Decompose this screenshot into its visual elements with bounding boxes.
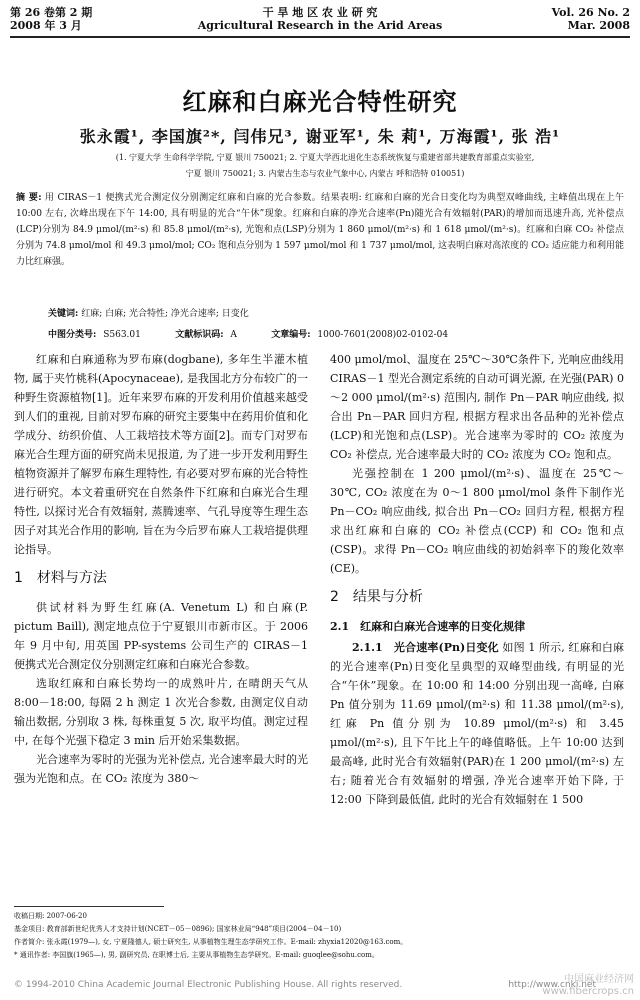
running-header [10, 4, 630, 42]
diurnal-paragraph [330, 638, 624, 809]
clc-value: S563.01 [103, 330, 141, 340]
affiliations [50, 150, 600, 182]
doc-code-label: 文献标识码: [175, 330, 224, 340]
left-column [14, 350, 308, 788]
author-bio: 作者简介: 张永霞(1979—), 女, 宁夏隆德人, 硕士研究生, 从事植物生理生态学研究工作。E-mail: zhyxia12020@163.com。 [14, 938, 408, 946]
author-list: 张永霞¹, 李国旗²*, 闫伟兄³, 谢亚军¹, 朱 莉¹, 万海霞¹, 张 浩¹ [79, 127, 561, 146]
watermark [542, 974, 634, 998]
abstract [16, 190, 624, 270]
volume-issue: 第 26 卷第 2 期 [10, 6, 93, 19]
watermark-url: www.fibercrops.cn [542, 986, 634, 997]
funding: 基金项目: 教育部新世纪优秀人才支持计划(NCET－05－0896); 国家林业局“948”项目(2004－04－10) [14, 925, 342, 933]
section-heading-materials-methods: 1 材料与方法 [14, 570, 107, 586]
affiliation-line: (1. 宁夏大学 生命科学学院, 宁夏 银川 750021; 2. 宁夏大学西北退化生态系统恢复与重建省部共建教育部重点实验室, [115, 153, 535, 162]
keywords-text: 红麻; 白麻; 光合特性; 净光合速率; 日变化 [81, 309, 249, 319]
intro-paragraph: 红麻和白麻通称为罗布麻(dogbane), 多年生半灌木植物, 属于夹竹桃科(Apocynaceae), 是我国北方分布较广的一种野生资源植物[1]。近年来罗布麻的开发利用价值越来越受到人们的重视, 目前对罗布麻的研究主要集中在药用价值和化学成分、纺织价值、人工栽培技术等方面[2]。而专门对罗布麻光合生理方面的研究尚未见报道, 为了进一步开发利用野生植物资源并了解罗布麻生理特性, 有必要对罗布麻的光合特性进行研究。本文着重研究在自然条件下红麻和白麻光合生理特性, 以探讨光合有效辐射, 蒸腾速率、气孔导度等生理生态因子对其光合作用的影响, 旨在为今后罗布麻人工栽培提供理论指导。 [14, 353, 308, 556]
right-column [330, 350, 624, 809]
header-rule [10, 36, 630, 38]
paper-title: 红麻和白麻光合特性研究 [182, 87, 458, 116]
article-number-label: 文章编号: [271, 330, 311, 340]
classification-line [48, 327, 620, 340]
journal-name-en: Agricultural Research in the Arid Areas [197, 19, 443, 32]
journal-name-cn: 干 旱 地 区 农 业 研 究 [262, 6, 378, 19]
subsubsection-label: 2.1.1 光合速率(Pn)日变化 [352, 641, 499, 654]
copyright-text: © 1994-2010 China Academic Journal Electronic Publishing House. All rights reserved. [14, 980, 403, 990]
abstract-label: 摘 要: [16, 193, 42, 203]
doc-code-value: A [230, 330, 237, 340]
article-number-value: 1000-7601(2008)02-0102-04 [317, 330, 449, 340]
header-center [10, 6, 630, 32]
copyright-bar [14, 980, 626, 990]
watermark-cn: 中国麻业经济网 [564, 974, 634, 985]
footnotes [14, 910, 626, 962]
footnote-rule [14, 906, 164, 907]
light-response-paragraph: 400 μmol/mol、温度在 25℃～30℃条件下, 光响应曲线用 CIRAS－1 型光合测定系统的自动可调光源, 在光强(PAR) 0～2 000 μmol/(m²·s) 范围内, 制作 Pn－PAR 响应曲线, 拟合出 Pn－PAR 回归方程, 根据方程求出各品种的光补偿点(LCP)和光饱和点(LSP)。光合速率为零时的 CO₂ 浓度为 CO₂ 补偿点, 光合速率最大时的 CO₂ 浓度为 CO₂ 饱和点。 [330, 353, 624, 461]
keywords [48, 306, 620, 319]
corresponding-author: * 通讯作者: 李国旗(1965—), 男, 副研究员, 在职博士后, 主要从事植物生态学研究。E-mail: guoqlee@sohu.com。 [14, 951, 379, 959]
subsection-heading-diurnal: 2.1 红麻和白麻光合速率的日变化规律 [330, 620, 526, 633]
section-heading-results: 2 结果与分析 [330, 589, 423, 605]
co2-response-paragraph: 光强控制在 1 200 μmol/(m²·s)、温度在 25℃～30℃, CO₂ 浓度在为 0～1 800 μmol/mol 条件下制作光 Pn－CO₂ 响应曲线, 拟合出 Pn－CO₂ 回归方程, 根据方程求出红麻和白麻的 CO₂ 补偿点(CCP) 和 CO₂ 饱和点(CSP)。求得 Pn－CO₂ 响应曲线的初始斜率下的羧化效率(CE)。 [330, 467, 624, 575]
affiliation-line: 宁夏 银川 750021; 3. 内蒙古生态与农业气象中心, 内蒙古 呼和浩特 010051) [185, 169, 465, 178]
clc-label: 中图分类号: [48, 330, 97, 340]
methods-paragraph: 选取红麻和白麻长势均一的成熟叶片, 在晴朗天气从 8:00－18:00, 每隔 2 h 测定 1 次光合参数, 由测定仪自动输出数据, 分别取 3 株, 每株重复 5 次, 取平均值。测定过程中, 在每个光强下稳定 3 min 后开始采集数据。 [14, 677, 308, 747]
header-right [552, 6, 630, 32]
diurnal-text: 如图 1 所示, 红麻和白麻的光合速率(Pn)日变化呈典型的双峰型曲线, 有明显的光合“午休”现象。在 10:00 和 14:00 分别出现一高峰, 白麻 Pn 值分别为 11.69 μmol/(m²·s) 和 11.38 μmol/(m²·s), 红麻 Pn 值分别为 10.89 μmol/(m²·s) 和 3.45 μmol/(m²·s), 且下午比上午的峰值略低。上午 10:00 达到最高峰, 此时光合有效辐射(PAR)在 1 200 μmol/(m²·s) 左右; 随着光合有效辐射的增强, 净光合速率开始下降, 于 12:00 下降到最低值, 此时的光合有效辐射在 1 500 [330, 641, 625, 806]
materials-paragraph: 供试材料为野生红麻(A. Venetum L) 和白麻(P. pictum Baill), 测定地点位于宁夏银川市新市区。于 2006 年 9 月中旬, 用英国 PP-systems 公司生产的 CIRAS－1 便携式光合测定仪分别测定红麻和白麻光合参数。 [14, 601, 308, 671]
issue-date: 2008 年 3 月 [10, 19, 82, 32]
light-point-paragraph: 光合速率为零时的光强为光补偿点, 光合速率最大时的光强为光饱和点。在 CO₂ 浓度为 380～ [14, 753, 308, 785]
received-date: 收稿日期: 2007-06-20 [14, 912, 87, 920]
keywords-label: 关键词: [48, 309, 79, 319]
issue-date-en: Mar. 2008 [567, 19, 630, 32]
volume-issue-en: Vol. 26 No. 2 [551, 6, 630, 19]
abstract-text: 用 CIRAS－1 便携式光合测定仪分别测定红麻和白麻的光合参数。结果表明: 红麻和白麻的光合日变化均为典型双峰曲线, 主峰值出现在上午 10:00 左右, 次峰出现在下午 14:00, 具有明显的光合“午休”现象。红麻和白麻的净光合速率(Pn)随光合有效辐射(PAR)的增加而迅速升高, 光补偿点(LCP)分别为 84.9 μmol/(m²·s) 和 85.8 μmol/(m²·s), 光饱和点(LSP)分别为 1 860 μmol/(m²·s) 和 1 618 μmol/(m²·s)。红麻和白麻 CO₂ 补偿点分别为 74.8 μmol/mol 和 49.3 μmol/mol; CO₂ 饱和点分别为 1 597 μmol/mol 和 1 737 μmol/mol, 这表明白麻对高浓度的 CO₂ 适应能力和利用能力比红麻强。 [16, 193, 624, 267]
cnki-link[interactable]: http://www.cnki.net [508, 980, 596, 990]
